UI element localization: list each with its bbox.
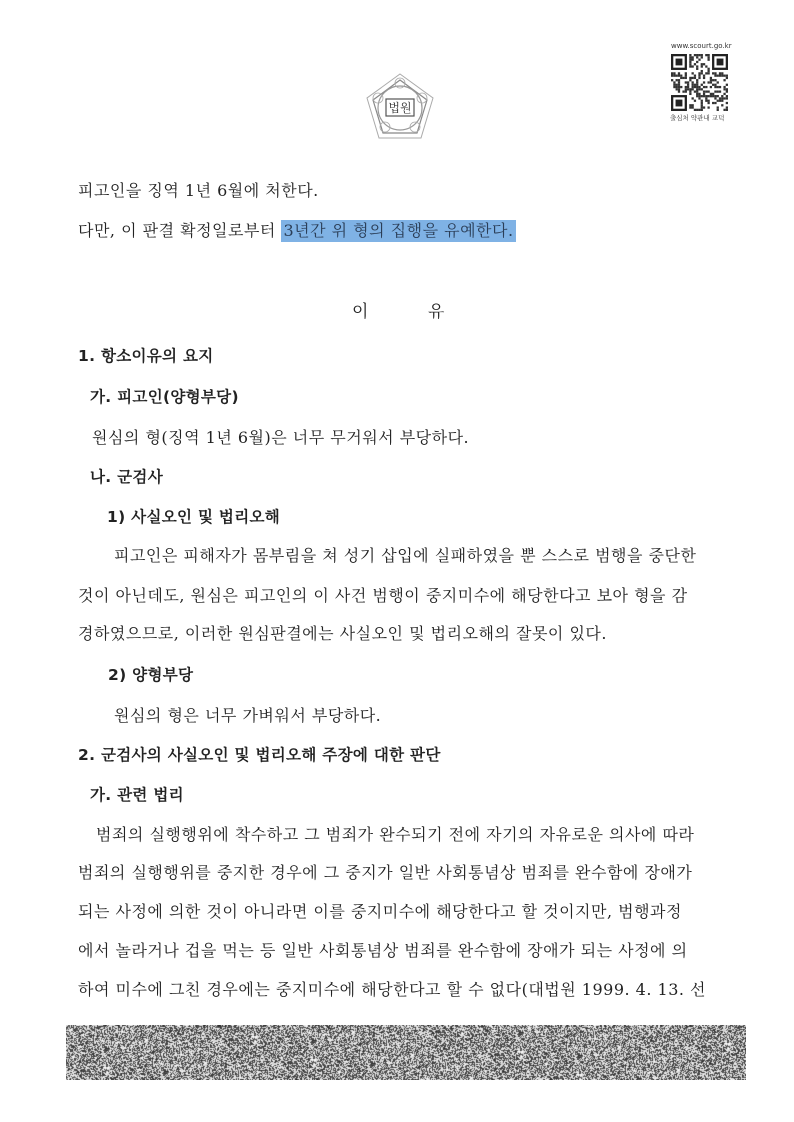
section-1b-heading: 나. 군검사	[90, 468, 163, 486]
qr-url-text: www.scourt.go.kr	[671, 42, 732, 50]
paragraph-2-line-4: 에서 놀라거나 겁을 먹는 등 일반 사회통념상 범죄를 완수함에 장애가 되는 사정에 의	[78, 941, 688, 960]
qr-code-image[interactable]	[671, 54, 728, 111]
qr-caption: 출심처 약관내 교덕	[670, 114, 725, 122]
section-1a-heading: 가. 피고인(양형부당)	[90, 388, 239, 406]
paragraph-1-line-3: 경하였으므로, 이러한 원심판결에는 사실오인 및 법리오해의 잘못이 있다.	[78, 624, 607, 643]
court-seal-emblem	[361, 70, 439, 148]
seal-text: 법원	[388, 101, 412, 115]
highlighted-probation-text: 3년간 위 형의 집행을 유예한다.	[283, 221, 514, 240]
paragraph-2-line-5: 하여 미수에 그친 경우에는 중지미수에 해당한다고 할 수 없다(대법원 1999. 4. 13. 선	[78, 980, 707, 999]
section-1b-1-heading: 1) 사실오인 및 법리오해	[107, 508, 281, 526]
section-1a-text: 원심의 형(징역 1년 6월)은 너무 무거워서 부당하다.	[92, 428, 470, 447]
section-2a-heading: 가. 관련 법리	[90, 786, 184, 804]
section-1-heading: 1. 항소이유의 요지	[78, 347, 214, 365]
scan-noise-strip	[66, 1025, 746, 1080]
paragraph-2-line-2: 범죄의 실행행위를 중지한 경우에 그 중지가 일반 사회통념상 범죄를 완수함에 장애가	[78, 863, 693, 882]
sentence-line-1: 피고인을 징역 1년 6월에 처한다.	[78, 181, 319, 200]
sentence-prefix: 다만, 이 판결 확정일로부터	[78, 221, 282, 240]
section-2-heading: 2. 군검사의 사실오인 및 법리오해 주장에 대한 판단	[78, 746, 441, 764]
section-1b-2-text: 원심의 형은 너무 가벼워서 부당하다.	[114, 706, 382, 725]
reasons-heading-char-2: 유	[428, 302, 445, 322]
paragraph-1-line-1: 피고인은 피해자가 몸부림을 쳐 성기 삽입에 실패하였을 뿐 스스로 범행을 중단한	[114, 546, 697, 565]
paragraph-1-line-2: 것이 아닌데도, 원심은 피고인의 이 사건 범행이 중지미수에 해당한다고 보아 형을 감	[78, 586, 688, 605]
section-1b-2-heading: 2) 양형부당	[108, 666, 194, 684]
reasons-heading-char-1: 이	[352, 302, 369, 322]
paragraph-2-line-1: 범죄의 실행행위에 착수하고 그 범죄가 완수되기 전에 자기의 자유로운 의사에 따라	[96, 825, 695, 844]
sentence-line-2	[78, 218, 516, 241]
paragraph-2-line-3: 되는 사정에 의한 것이 아니라면 이를 중지미수에 해당한다고 할 것이지만, 범행과정	[78, 902, 682, 921]
